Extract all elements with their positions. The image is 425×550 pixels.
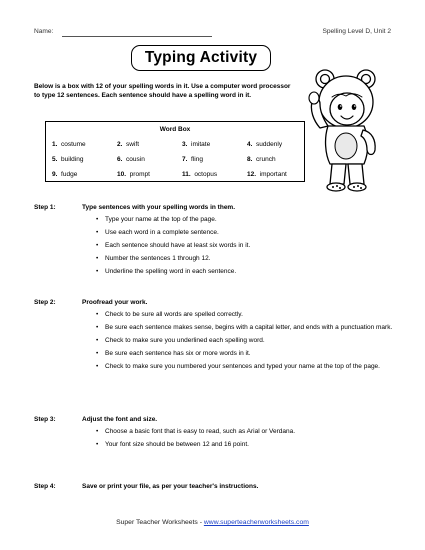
spelling-word: imitate [191,141,211,148]
step-bullet: • Your font size should be between 12 and 16 point. [96,441,396,449]
child-in-bear-costume-icon [306,66,388,196]
word-box-item [247,141,282,148]
step-label: Step 2: [34,299,56,306]
spelling-word: cousin [126,156,145,163]
word-box-item [247,156,276,163]
word-box-item [117,171,150,178]
word-box-title: Word Box [159,126,191,133]
word-number: 6. [117,156,123,163]
spelling-word: fudge [61,171,78,178]
word-box-item [52,171,77,178]
word-box-item [247,171,287,178]
step-bullet: • Check to be sure all words are spelled correctly. [96,311,396,319]
name-line[interactable] [62,36,212,37]
step-bullet: • Use each word in a complete sentence. [96,229,396,237]
step-bullet: • Number the sentences 1 through 12. [96,255,396,263]
footer-link[interactable]: www.superteacherworksheets.com [203,519,309,526]
spelling-word: octopus [194,171,218,178]
step-bullet: • Choose a basic font that is easy to read, such as Arial or Verdana. [96,428,396,436]
word-number: 3. [182,141,188,148]
title-box [131,45,271,71]
step-bullet: • Be sure each sentence has six or more words in it. [96,350,396,358]
word-box-item [117,156,145,163]
step-title: Proofread your work. [82,299,148,306]
word-box-item [182,171,217,178]
step-bullet: • Type your name at the top of the page. [96,216,396,224]
step-bullet-list [96,216,396,281]
word-number: 4. [247,141,253,148]
spelling-word: costume [61,141,86,148]
name-label: Name: [34,28,54,35]
step-bullet-list [96,311,396,376]
word-box-item [52,156,83,163]
word-number: 12. [247,171,257,178]
word-number: 10. [117,171,127,178]
word-box-item [182,141,210,148]
footer [0,519,425,526]
word-box [45,121,305,182]
intro-text: Below is a box with 12 of your spelling words in it. Use a computer word processor to type 12 sentences. Each sentence should have a spelling word in it. [34,83,291,100]
step-bullet: • Check to make sure you underlined each spelling word. [96,337,396,345]
step-title: Adjust the font and size. [82,416,158,423]
level-label: Spelling Level D, Unit 2 [322,28,391,35]
word-box-item [52,141,86,148]
step-bullet: • Underline the spelling word in each sentence. [96,268,396,276]
step-label: Step 1: [34,204,56,211]
step-label: Step 3: [34,416,56,423]
spelling-word: building [61,156,84,163]
spelling-word: prompt [129,171,150,178]
word-number: 11. [182,171,191,178]
spelling-word: important [259,171,287,178]
spelling-word: crunch [256,156,276,163]
word-number: 9. [52,171,58,178]
word-number: 1. [52,141,58,148]
step-title: Type sentences with your spelling words in them. [82,204,236,211]
spelling-word: fling [191,156,203,163]
word-box-item [182,156,203,163]
step-label: Step 4: [34,483,56,490]
step-title: Save or print your file, as per your teacher's instructions. [82,483,259,490]
word-number: 2. [117,141,123,148]
word-number: 7. [182,156,188,163]
step-bullet: • Check to make sure you numbered your sentences and typed your name at the top of the page. [96,363,396,371]
spelling-word: suddenly [256,141,283,148]
footer-text: Super Teacher Worksheets - [116,519,204,526]
page-header [34,28,391,40]
spelling-word: swift [126,141,140,148]
word-number: 5. [52,156,58,163]
page-title: Typing Activity [144,49,258,66]
word-number: 8. [247,156,253,163]
word-box-item [117,141,139,148]
step-bullet-list [96,428,396,454]
step-bullet: • Be sure each sentence makes sense, begins with a capital letter, and ends with a punctuation mark. [96,324,396,332]
step-bullet: • Each sentence should have at least six words in it. [96,242,396,250]
